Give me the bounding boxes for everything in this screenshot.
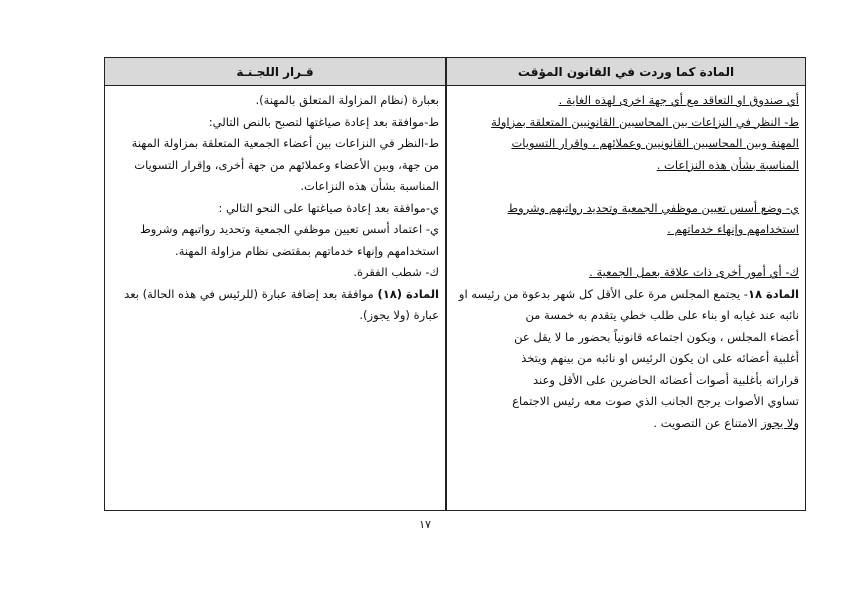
law-line-text: ط- النظر في النزاعات بين المحاسبين القانونيين المتعلقة بمزاولة [491,114,799,129]
law-line-text: أي صندوق او التعاقد مع أي جهة اخرى لهذه الغاية . [558,93,799,107]
law-line-underlined: ولا يجوز [761,415,799,430]
law-line [455,262,799,284]
law-line [455,219,799,241]
law-line [455,155,799,177]
decision-line: ي-موافقة بعد إعادة صياغتها على النحو التالي : [218,200,439,215]
law-line-text: استخدامهم وإنهاء خدماتهم . [667,222,799,236]
spacer [455,176,799,198]
decision-line: المناسبة بشأن هذه النزاعات. [300,179,439,193]
law-line [455,112,799,134]
decision-line: بعبارة (نظام المزاولة المتعلق بالمهنة). [255,93,439,107]
decision-line: ي- اعتماد أسس تعيين موظفي الجمعية وتحديد رواتبهم وشروط [140,222,439,236]
law-article-18-line [455,284,799,306]
law-line-text: المهنة وبين المحاسبين القانونيين وعملائهم ، واقرار التسويات [511,136,799,150]
decision-line: عبارة (ولا يجوز). [359,308,439,322]
law-line: أعضاء المجلس ، ويكون اجتماعه قانونياً بحضور ما لا يقل عن [514,329,799,344]
law-article-column [455,90,799,434]
header-article-as-in-law: المادة كما وردت في القانون المؤقت [517,65,735,79]
law-line-text: ي- وضع أسس تعيين موظفي الجمعية وتحديد رواتبهم وشروط [507,200,799,215]
law-line [455,413,799,435]
law-line [455,133,799,155]
committee-decision-column [111,90,439,327]
spacer [455,241,799,263]
decision-article-18-line [111,284,439,306]
law-line: نائبه عند غيابه او بناء على طلب خطي يتقدم به خمسة من [525,308,799,322]
article-text: موافقة بعد إضافة عبارة (للرئيس في هذه الحالة) بعد [124,286,378,301]
decision-line: ك- شطب الفقرة. [353,265,439,279]
table-header-row [105,58,805,86]
law-line-text: المناسبة بشأن هذه النزاعات . [656,157,799,172]
article-text: - يجتمع المجلس مرة على الأقل كل شهر بدعوة من رئيسه او [458,286,748,301]
article-label: المادة (١٨) [377,286,439,301]
decision-line: ط-موافقة بعد إعادة صياغتها لتصبح بالنص التالي: [208,114,439,129]
comparison-table [104,57,806,511]
page-number: ١٧ [419,518,431,531]
header-committee-decision: قـرار اللجـنـة [236,65,314,79]
decision-line: ط-النظر في النزاعات بين أعضاء الجمعية المتعلقة بمزاولة المهنة [131,136,439,150]
decision-line: من جهة، وبين الأعضاء وعملائهم من جهة أخرى، وإقرار التسويات [134,157,439,172]
law-line-text: الامتناع عن التصويت . [653,415,762,430]
article-label: المادة ١٨ [747,286,799,301]
law-line [455,198,799,220]
law-line-text: ك- أي أمور أخرى ذات علاقة بعمل الجمعية . [589,265,799,279]
column-divider [445,58,447,510]
law-line: أغلبية أعضائه على ان يكون الرئيس او نائبه من بينهم ويتخذ [521,351,799,365]
decision-line: استخدامهم وإنهاء خدماتهم بمقتضى نظام مزاولة المهنة. [175,243,439,258]
law-line: قراراته بأغلبية أصوات أعضائه الحاضرين على الأقل وعند [532,372,799,387]
law-line [455,90,799,112]
law-line: تساوي الأصوات يرجح الجانب الذي صوت معه رئيس الاجتماع [512,394,799,408]
